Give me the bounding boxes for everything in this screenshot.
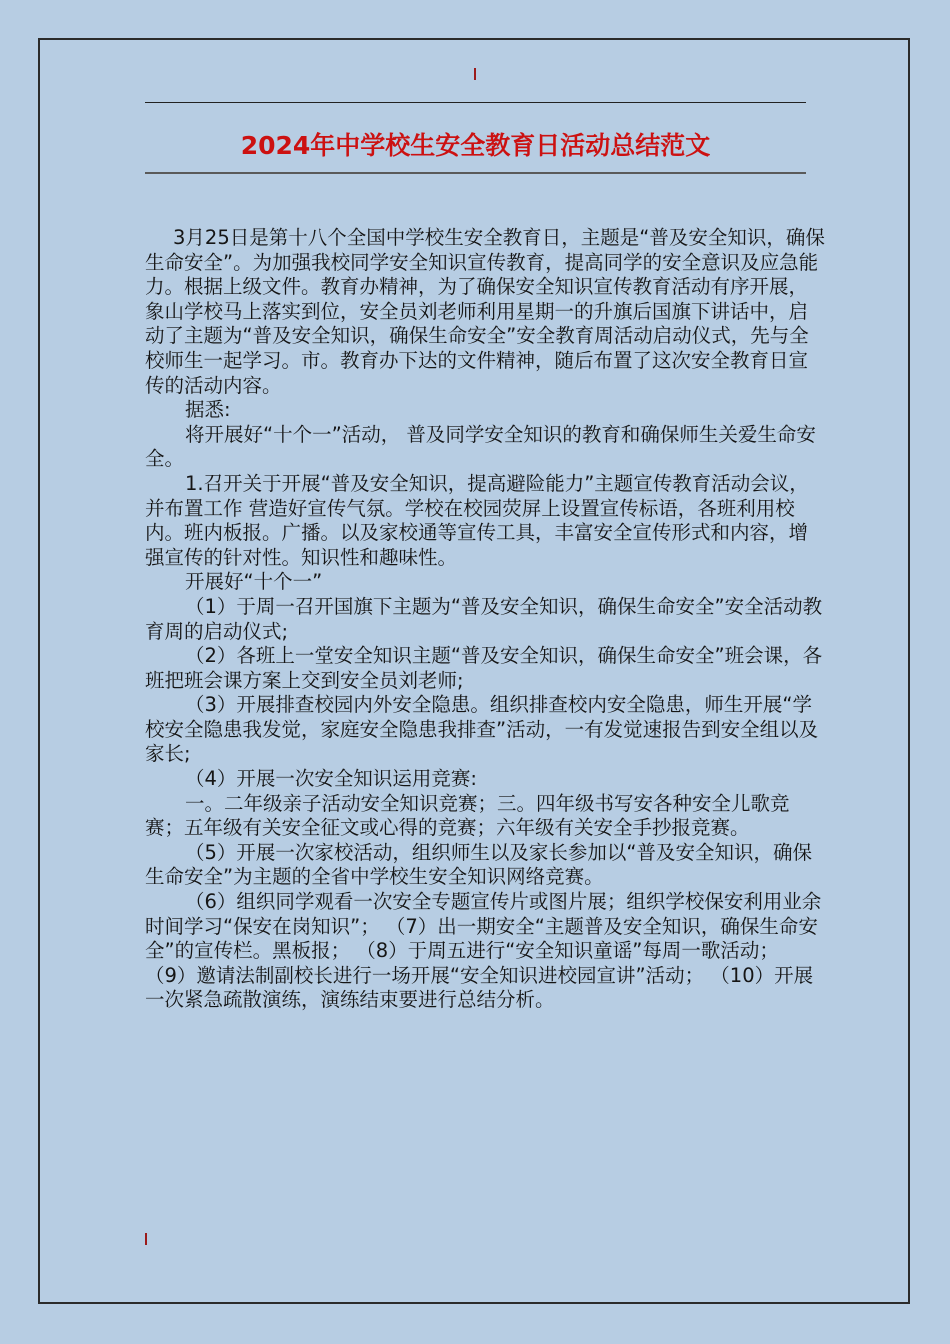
document-body (145, 226, 825, 1013)
paragraph: 3月25日是第十八个全国中学校生安全教育日，主题是“普及安全知识，确保生命安全”。为加强我校同学安全知识宣传教育，提高同学的安全意识及应急能力。根据上级文件。教育办精神，为了确保安全知识宣传教育活动有序开展，象山学校马上落实到位，安全员刘老师利用星期一的升旗后国旗下讲话中，启动了主题为“普及安全知识，确保生命安全”安全教育周活动启动仪式，先与全校师生一起学习。市。教育办下达的文件精神，随后布置了这次安全教育日宣传的活动内容。 (145, 226, 825, 397)
paragraph: （1）于周一召开国旗下主题为“普及安全知识，确保生命安全”安全活动教育周的启动仪式; (145, 594, 823, 643)
title-rule (145, 172, 806, 174)
paragraph: 一。二年级亲子活动安全知识竞赛；三。四年级书写安各种安全儿歌竞赛；五年级有关安全征文或心得的竞赛；六年级有关安全手抄报竞赛。 (145, 791, 790, 840)
paragraph: 1.召开关于开展“普及安全知识，提高避险能力”主题宣传教育活动会议，并布置工作 营造好宣传气氛。学校在校园荧屏上设置宣传标语，各班利用校内。班内板报。广播。以及家校通等宣传工具，丰富安全宣传形式和内容，增强宣传的针对性。知识性和趣味性。 (145, 471, 809, 569)
paragraph: 开展好“十个一” (185, 570, 323, 594)
paragraph: 将开展好“十个一”活动， 普及同学安全知识的教育和确保师生关爱生命安全。 (145, 422, 816, 471)
header-mark (474, 68, 476, 80)
paragraph: （3）开展排查校园内外安全隐患。组织排查校内安全隐患，师生开展“学校安全隐患我发觉，家庭安全隐患我排查”活动，一有发觉速报告到安全组以及家长; (145, 693, 819, 766)
paragraph: （2）各班上一堂安全知识主题“普及安全知识，确保生命安全”班会课，各班把班会课方案上交到安全员刘老师; (145, 644, 823, 692)
header-rule (145, 102, 806, 103)
paragraph: （6）组织同学观看一次安全专题宣传片或图片展；组织学校保安利用业余时间学习“保安在岗知识”； （7）出一期安全“主题普及安全知识，确保生命安全”的宣传栏。黑板报； （8）于周五进行“安全知识童谣”每周一歌活动； （9）邀请法制副校长进行一场开展“安全知识进校园宣讲”活动； （10）开展一次紧急疏散演练，演练结束要进行总结分析。 (145, 890, 822, 1012)
paragraph: （5）开展一次家校活动，组织师生以及家长参加以“普及安全知识，确保生命安全”为主题的全省中学校生安全知识网络竞赛。 (145, 840, 813, 889)
paragraph: 据悉: (185, 398, 231, 422)
document-title: 2024年中学校生安全教育日活动总结范文 (240, 131, 711, 160)
footer-mark (145, 1233, 147, 1245)
paragraph: （4）开展一次安全知识运用竞赛: (185, 767, 477, 791)
